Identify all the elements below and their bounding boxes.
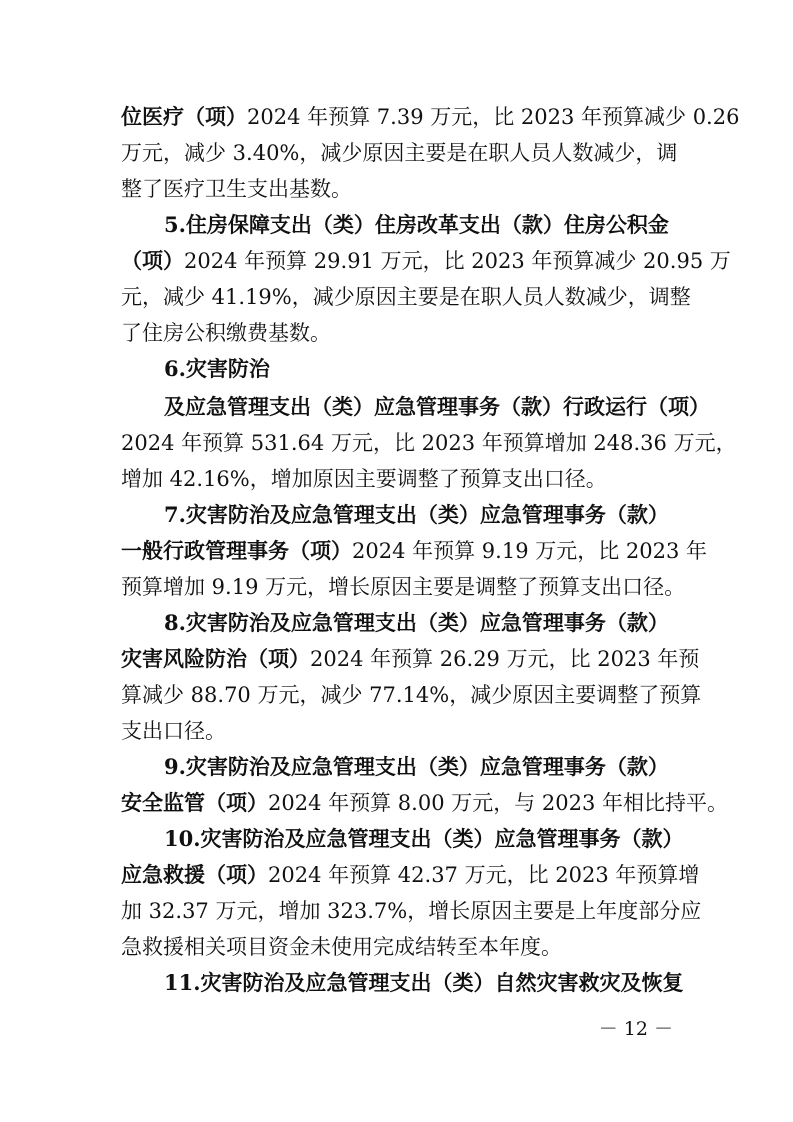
heading-line: 5.住房保障支出（类）住房改革支出（款）住房公积金 [164, 212, 669, 237]
page-number: － 12 － [598, 1018, 673, 1040]
text-line: （项）2024 年预算 29.91 万元，比 2023 年预算减少 20.95 万 [121, 248, 731, 273]
text-line: 加 32.37 万元，增加 323.7%，增长原因主要是上年度部分应 [121, 899, 702, 923]
heading-line: 8.灾害防治及应急管理支出（类）应急管理事务（款） [164, 610, 669, 635]
heading-line: 9.灾害防治及应急管理支出（类）应急管理事务（款） [164, 754, 669, 779]
text-line: 灾害风险防治（项）2024 年预算 26.29 万元，比 2023 年预 [121, 646, 700, 671]
text-line: 位医疗（项）2024 年预算 7.39 万元，比 2023 年预算减少 0.26 [121, 104, 740, 129]
text-line: 增加 42.16%，增加原因主要调整了预算支出口径。 [121, 467, 607, 491]
text-line: 一般行政管理事务（项）2024 年预算 9.19 万元，比 2023 年 [121, 538, 708, 563]
text-line: 了住房公积缴费基数。 [121, 321, 331, 345]
heading-line: 6.灾害防治 [164, 356, 270, 381]
text-line: 万元，减少 3.40%，减少原因主要是在职人员人数减少，调 [121, 141, 678, 165]
text-line: 安全监管（项）2024 年预算 8.00 万元，与 2023 年相比持平。 [121, 790, 729, 815]
text-line: 急救援相关项目资金未使用完成结转至本年度。 [121, 935, 562, 959]
text-line: 支出口径。 [121, 719, 226, 743]
text-line: 应急救援（项）2024 年预算 42.37 万元，比 2023 年预算增 [121, 862, 700, 887]
text-line: 2024 年预算 531.64 万元，比 2023 年预算增加 248.36 万元， [121, 431, 737, 455]
heading-line: 及应急管理支出（类）应急管理事务（款）行政运行（项） [164, 394, 710, 419]
text-line: 预算增加 9.19 万元，增长原因主要是调整了预算支出口径。 [121, 575, 686, 599]
heading-line: 10.灾害防治及应急管理支出（类）应急管理事务（款） [164, 826, 684, 851]
heading-line: 7.灾害防治及应急管理支出（类）应急管理事务（款） [164, 502, 669, 527]
text-line: 算减少 88.70 万元，减少 77.14%，减少原因主要调整了预算 [121, 683, 702, 707]
text-line: 元，减少 41.19%，减少原因主要是在职人员人数减少，调整 [121, 285, 691, 309]
heading-line: 11.灾害防治及应急管理支出（类）自然灾害救灾及恢复 [164, 970, 684, 995]
text-line: 整了医疗卫生支出基数。 [121, 177, 352, 201]
